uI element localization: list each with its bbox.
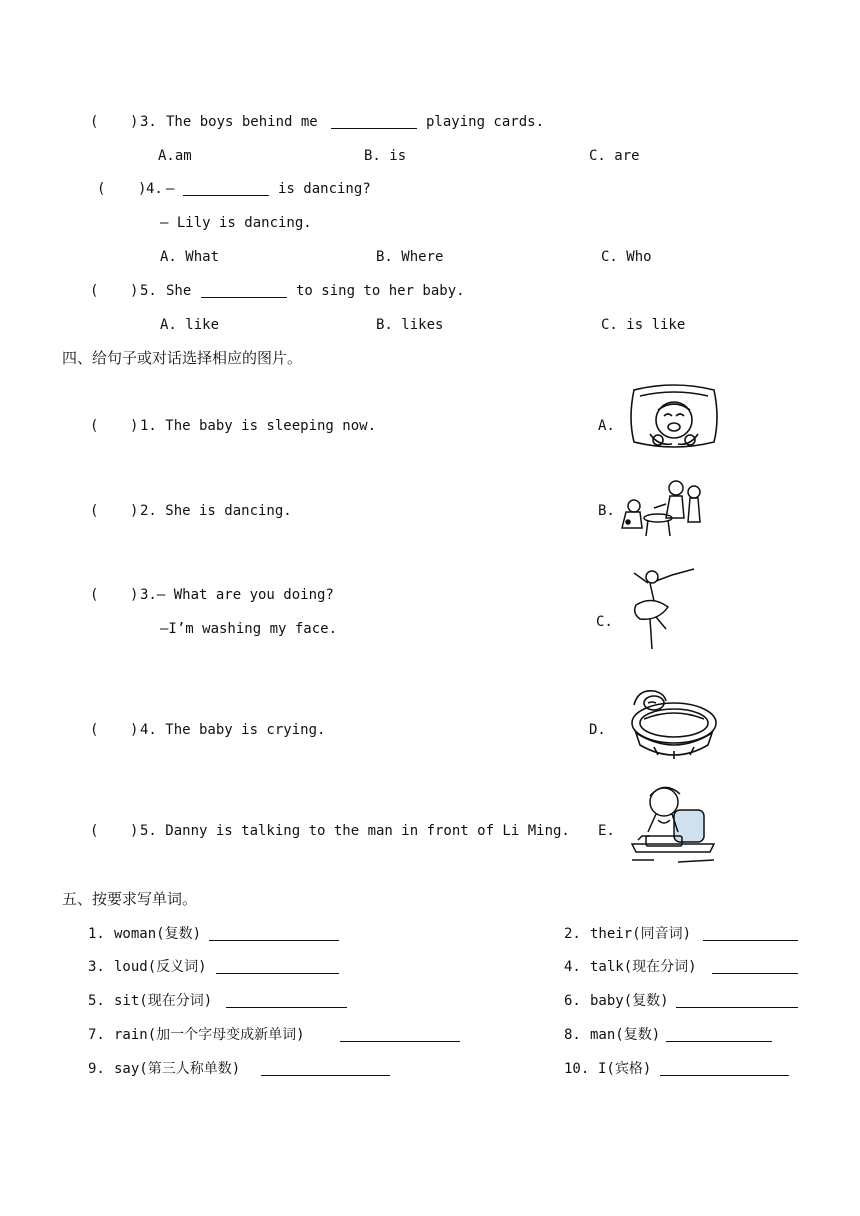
answer-paren-close: ) [130,722,139,738]
question-text-post: is dancing? [278,181,371,197]
answer-paren-open: ( [90,283,99,299]
question-number: 3. [140,114,157,130]
answer-paren-close: ) [130,503,139,519]
option-b: B. likes [376,317,444,333]
answer-paren-open[interactable]: ( [90,823,99,839]
sentence-text-line2: —I’m washing my face. [160,621,338,637]
item-number: 7. [88,1027,105,1043]
question-text-post: to sing to her baby. [296,283,465,299]
answer-paren-open[interactable]: ( [90,587,99,603]
item-prompt: say(第三人称单数) [114,1061,241,1077]
option-c: C. are [589,148,640,164]
answer-blank[interactable] [183,181,269,196]
answer-blank[interactable] [209,926,339,941]
item-number: 5. [88,993,105,1009]
item-number: 6. [564,993,581,1009]
answer-blank[interactable] [201,283,287,298]
picture-label-c: C. [596,614,613,630]
option-c: C. Who [601,249,652,265]
picture-label-a: A. [598,418,615,434]
item-prompt: baby(复数) [590,993,669,1009]
sentence-text: 3.— What are you doing? [140,587,334,603]
option-a: A. What [160,249,220,265]
answer-paren-open[interactable]: ( [90,722,99,738]
answer-paren-close: ) [130,283,139,299]
answer-paren-open: ( [97,181,106,197]
sentence-text: 2. She is dancing. [140,503,292,519]
item-number: 4. [564,959,581,975]
picture-label-b: B. [598,503,615,519]
item-prompt: their(同音词) [590,926,692,942]
option-b: B. Where [376,249,444,265]
option-a: A.am [158,148,192,164]
item-prompt: talk(现在分词) [590,959,697,975]
answer-paren-close: ) [130,418,139,434]
answer-paren-close: ) [130,114,139,130]
sleeping-baby-illustration [624,685,720,761]
question-number: 4. [146,181,163,197]
option-b: B. is [364,148,407,164]
washing-face-illustration [628,780,718,868]
crying-baby-illustration [628,382,720,456]
item-prompt: rain(加一个字母变成新单词) [114,1027,305,1043]
answer-blank[interactable] [216,959,339,974]
item-prompt: loud(反义词) [114,959,207,975]
answer-blank[interactable] [703,926,798,941]
answer-paren-open[interactable]: ( [90,418,99,434]
picture-label-d: D. [589,722,606,738]
answer-blank[interactable] [340,1027,460,1042]
option-a: A. like [160,317,220,333]
item-number: 10. [564,1061,590,1077]
ballet-dancer-illustration [628,565,698,651]
item-number: 2. [564,926,581,942]
sentence-text: 5. Danny is talking to the man in front of Li Ming. [140,823,570,839]
question-text-post: playing cards. [426,114,545,130]
sentence-text: 1. The baby is sleeping now. [140,418,377,434]
item-prompt: sit(现在分词) [114,993,213,1009]
picture-label-e: E. [598,823,615,839]
answer-blank[interactable] [666,1027,772,1042]
item-number: 3. [88,959,105,975]
item-number: 8. [564,1027,581,1043]
section-5-title: 五、按要求写单词。 [62,890,198,908]
answer-blank[interactable] [676,993,798,1008]
answer-paren-close: ) [138,181,147,197]
option-c: C. is like [601,317,686,333]
section-4-title: 四、给句子或对话选择相应的图片。 [62,349,303,367]
talking-people-illustration [616,478,706,542]
answer-paren-open[interactable]: ( [90,503,99,519]
item-prompt: woman(复数) [114,926,202,942]
dialogue-answer: — Lily is dancing. [160,215,312,231]
item-prompt: I(宾格) [598,1061,652,1077]
answer-blank[interactable] [261,1061,390,1076]
item-number: 1. [88,926,105,942]
answer-blank[interactable] [226,993,347,1008]
answer-paren-close: ) [130,823,139,839]
item-prompt: man(复数) [590,1027,661,1043]
question-text-pre: — [166,181,175,197]
answer-blank[interactable] [331,114,417,129]
answer-paren-close: ) [130,587,139,603]
item-number: 9. [88,1061,105,1077]
sentence-text: 4. The baby is crying. [140,722,326,738]
answer-blank[interactable] [712,959,798,974]
question-text-pre: She [166,283,192,299]
answer-paren-open: ( [90,114,99,130]
question-number: 5. [140,283,157,299]
question-text-pre: The boys behind me [166,114,318,130]
answer-blank[interactable] [660,1061,789,1076]
